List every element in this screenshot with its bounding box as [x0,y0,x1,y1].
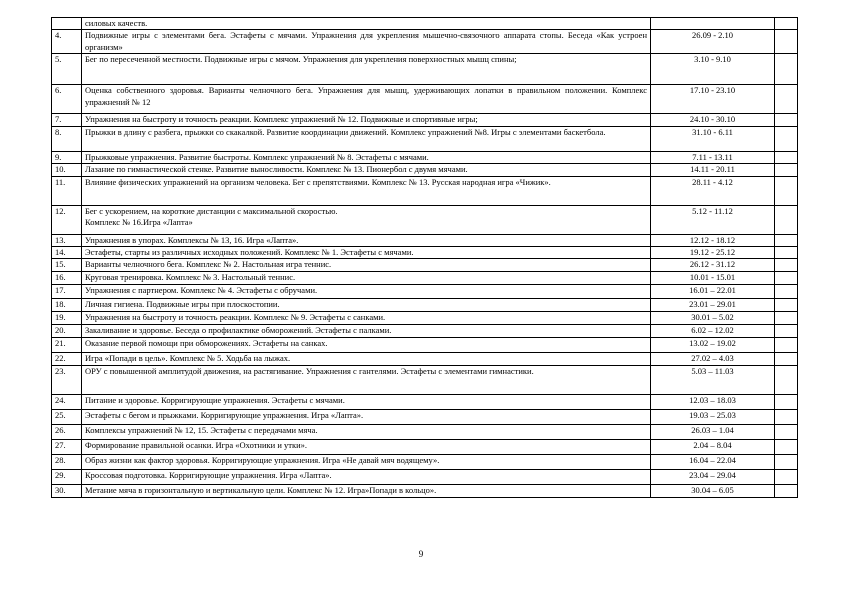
lesson-topic [82,259,651,272]
lesson-plan-body [52,18,798,498]
lesson-topic [82,484,651,497]
lesson-topic-text: Личная гигиена. Подвижные игры при плоскостопии. [85,299,280,310]
empty-cell [775,205,798,234]
lesson-number: 23. [52,365,82,394]
table-row [52,164,798,176]
lesson-topic-text: Варианты челночного бега. Комплекс № 2. Настольная игра теннис. [85,259,332,270]
empty-cell [775,424,798,439]
lesson-topic-text: Подвижные игры с элементами бега. Эстафеты с мячами. Упражнения для укрепления мышечно-связочного аппарата стопы. Беседа «Как устроен организм» [85,30,647,52]
lesson-topic [82,30,651,54]
lesson-number: 5. [52,54,82,85]
lesson-topic-text: Влияние физических упражнений на организм человека. Бег с препятствиями. Комплекс № 13. Русская народная игра «Чижик». [85,176,551,187]
lesson-date-range: 19.03 – 25.03 [651,409,775,424]
lesson-date-range: 23.04 – 29.04 [651,469,775,484]
empty-cell [775,234,798,246]
table-row [52,285,798,299]
empty-cell [775,247,798,259]
lesson-topic-text: Лазание по гимнастической стенке. Развитие выносливости. Комплекс № 13. Пионербол с двумя мячами. [85,164,468,175]
lesson-topic [82,439,651,454]
lesson-date-range: 3.10 - 9.10 [651,54,775,85]
lesson-topic [82,234,651,246]
empty-cell [775,454,798,469]
lesson-topic-text: ОРУ с повышенной амплитудой движения, на растягивание. Упражнения с гантелями. Эстафеты с элементами гимнастики. [85,365,534,376]
lesson-date-range [651,18,775,30]
lesson-topic [82,394,651,409]
lesson-date-range: 26.12 - 31.12 [651,259,775,272]
lesson-topic-text: Прыжки в длину с разбега, прыжки со скакалкой. Развитие координации движений. Комплекс упражнений №8. Игры с элементами баскетбола. [85,126,606,137]
lesson-date-range: 31.10 - 6.11 [651,126,775,151]
lesson-topic-text-line2: Комплекс № 16.Игра «Лапта» [85,217,193,228]
lesson-topic [82,469,651,484]
table-row [52,205,798,234]
table-row [52,114,798,126]
lesson-number: 12. [52,205,82,234]
lesson-topic-text: Метание мяча в горизонтальную и вертикальную цели. Комплекс № 12. Игра»Попади в кольцо». [85,484,437,495]
lesson-date-range: 16.04 – 22.04 [651,454,775,469]
lesson-date-range: 10.01 - 15.01 [651,272,775,285]
empty-cell [775,54,798,85]
lesson-number: 30. [52,484,82,497]
lesson-topic-text: Эстафеты с бегом и прыжками. Корригирующие упражнения. Игра «Лапта». [85,409,364,420]
table-row [52,272,798,285]
lesson-date-range: 13.02 – 19.02 [651,337,775,352]
lesson-topic-text: Упражнения на быстроту и точность реакции. Комплекс № 9. Эстафеты с санками. [85,311,386,322]
lesson-date-range: 2.04 – 8.04 [651,439,775,454]
lesson-date-range: 24.10 - 30.10 [651,114,775,126]
lesson-topic-text: Игра «Попади в цель». Комплекс № 5. Ходьба на лыжах. [85,352,291,363]
page-number: 9 [418,549,424,559]
lesson-topic [82,409,651,424]
lesson-topic [82,285,651,299]
lesson-number: 6. [52,85,82,114]
lesson-topic [82,18,651,30]
table-row [52,424,798,439]
lesson-topic [82,454,651,469]
lesson-date-range: 5.12 - 11.12 [651,205,775,234]
lesson-topic-text: Упражнения в упорах. Комплексы № 13, 16. Игра «Лапта». [85,234,299,245]
lesson-number: 21. [52,337,82,352]
lesson-topic [82,164,651,176]
table-row [52,439,798,454]
lesson-date-range: 30.01 – 5.02 [651,311,775,324]
empty-cell [775,311,798,324]
lesson-date-range: 7.11 - 13.11 [651,151,775,163]
lesson-topic [82,205,651,234]
table-row [52,365,798,394]
lesson-topic [82,272,651,285]
empty-cell [775,259,798,272]
lesson-topic [82,311,651,324]
lesson-number: 28. [52,454,82,469]
empty-cell [775,337,798,352]
lesson-topic [82,299,651,311]
lesson-date-range: 12.12 - 18.12 [651,234,775,246]
lesson-plan-table [51,17,798,498]
table-row [52,176,798,205]
lesson-topic-text: Эстафеты, старты из различных исходных положений. Комплекс № 1. Эстафеты с мячами. [85,247,414,258]
lesson-topic [82,85,651,114]
lesson-date-range: 19.12 - 25.12 [651,247,775,259]
lesson-topic [82,324,651,337]
lesson-topic-text: Формирование правильной осанки. Игра «Охотники и утки». [85,439,308,450]
lesson-topic [82,337,651,352]
empty-cell [775,324,798,337]
table-row [52,126,798,151]
empty-cell [775,151,798,163]
empty-cell [775,484,798,497]
lesson-number: 22. [52,352,82,365]
lesson-topic-text: Оказание первой помощи при обморожениях. Эстафеты на санках. [85,337,328,348]
table-row [52,234,798,246]
table-row [52,409,798,424]
empty-cell [775,439,798,454]
lesson-topic-text: Упражнения с партнером. Комплекс № 4. Эстафеты с обручами. [85,285,318,296]
lesson-topic [82,247,651,259]
empty-cell [775,164,798,176]
lesson-number: 8. [52,126,82,151]
lesson-topic [82,54,651,85]
lesson-number: 20. [52,324,82,337]
lesson-number: 13. [52,234,82,246]
lesson-number: 10. [52,164,82,176]
table-row [52,337,798,352]
empty-cell [775,114,798,126]
lesson-number: 9. [52,151,82,163]
lesson-topic [82,352,651,365]
lesson-date-range: 27.02 – 4.03 [651,352,775,365]
lesson-topic-text: силовых качеств. [85,18,148,28]
lesson-topic-text: Бег по пересеченной местности. Подвижные игры с мячом. Упражнения для укрепления поверхностных мышц спины; [85,54,517,65]
lesson-number: 29. [52,469,82,484]
lesson-date-range: 17.10 - 23.10 [651,85,775,114]
lesson-topic-text: Оценка собственного здоровья. Варианты челночного бега. Упражнения для мышц, удерживающих лопатки в правильном положении. Комплекс упражнений № 12 [85,85,647,107]
lesson-number: 4. [52,30,82,54]
table-row [52,54,798,85]
empty-cell [775,85,798,114]
lesson-date-range: 26.09 - 2.10 [651,30,775,54]
lesson-number: 7. [52,114,82,126]
lesson-number: 14. [52,247,82,259]
lesson-date-range: 26.03 – 1.04 [651,424,775,439]
lesson-date-range: 12.03 – 18.03 [651,394,775,409]
lesson-topic [82,126,651,151]
lesson-number: 17. [52,285,82,299]
lesson-topic-text: Упражнения на быстроту и точность реакции. Комплекс упражнений № 12. Подвижные и спортивные игры; [85,114,478,125]
lesson-number: 16. [52,272,82,285]
table-row [52,30,798,54]
lesson-number: 11. [52,176,82,205]
lesson-number: 25. [52,409,82,424]
empty-cell [775,352,798,365]
lesson-topic [82,176,651,205]
table-row [52,454,798,469]
empty-cell [775,126,798,151]
empty-cell [775,285,798,299]
lesson-number [52,18,82,30]
empty-cell [775,409,798,424]
empty-cell [775,272,798,285]
lesson-topic-text: Комплексы упражнений № 12, 15. Эстафеты с передачами мяча. [85,424,318,435]
table-row [52,299,798,311]
lesson-topic [82,424,651,439]
lesson-topic [82,365,651,394]
lesson-date-range: 28.11 - 4.12 [651,176,775,205]
empty-cell [775,394,798,409]
table-row [52,324,798,337]
table-row [52,259,798,272]
empty-cell [775,469,798,484]
table-row [52,85,798,114]
lesson-number: 19. [52,311,82,324]
lesson-topic-text: Кроссовая подготовка. Корригирующие упражнения. Игра «Лапта». [85,469,332,480]
lesson-number: 27. [52,439,82,454]
empty-cell [775,365,798,394]
table-row [52,151,798,163]
lesson-topic-text: Питание и здоровье. Корригирующие упражнения. Эстафеты с мячами. [85,394,345,405]
table-row [52,394,798,409]
lesson-number: 18. [52,299,82,311]
lesson-topic [82,114,651,126]
lesson-topic-text: Бег с ускорением, на короткие дистанции с максимальной скоростью. [85,205,338,216]
lesson-date-range: 6.02 – 12.02 [651,324,775,337]
lesson-topic-text: Прыжковые упражнения. Развитие быстроты. Комплекс упражнений № 8. Эстафеты с мячами. [85,151,429,162]
lesson-topic-text: Образ жизни как фактор здоровья. Корригирующие упражнения. Игра «Не давай мяч водящему». [85,454,440,465]
empty-cell [775,30,798,54]
table-row [52,352,798,365]
lesson-date-range: 30.04 – 6.05 [651,484,775,497]
lesson-date-range: 23.01 – 29.01 [651,299,775,311]
lesson-topic-text: Закаливание и здоровье. Беседа о профилактике обморожений. Эстафеты с палками. [85,324,392,335]
empty-cell [775,176,798,205]
table-row [52,247,798,259]
lesson-date-range: 16.01 – 22.01 [651,285,775,299]
lesson-topic [82,151,651,163]
lesson-date-range: 14.11 - 20.11 [651,164,775,176]
empty-cell [775,18,798,30]
table-row [52,311,798,324]
table-row [52,484,798,497]
lesson-number: 26. [52,424,82,439]
lesson-date-range: 5.03 – 11.03 [651,365,775,394]
table-row [52,469,798,484]
table-row [52,18,798,30]
lesson-topic-text: Круговая тренировка. Комплекс № 3. Настольный теннис. [85,272,296,283]
lesson-number: 15. [52,259,82,272]
empty-cell [775,299,798,311]
lesson-number: 24. [52,394,82,409]
